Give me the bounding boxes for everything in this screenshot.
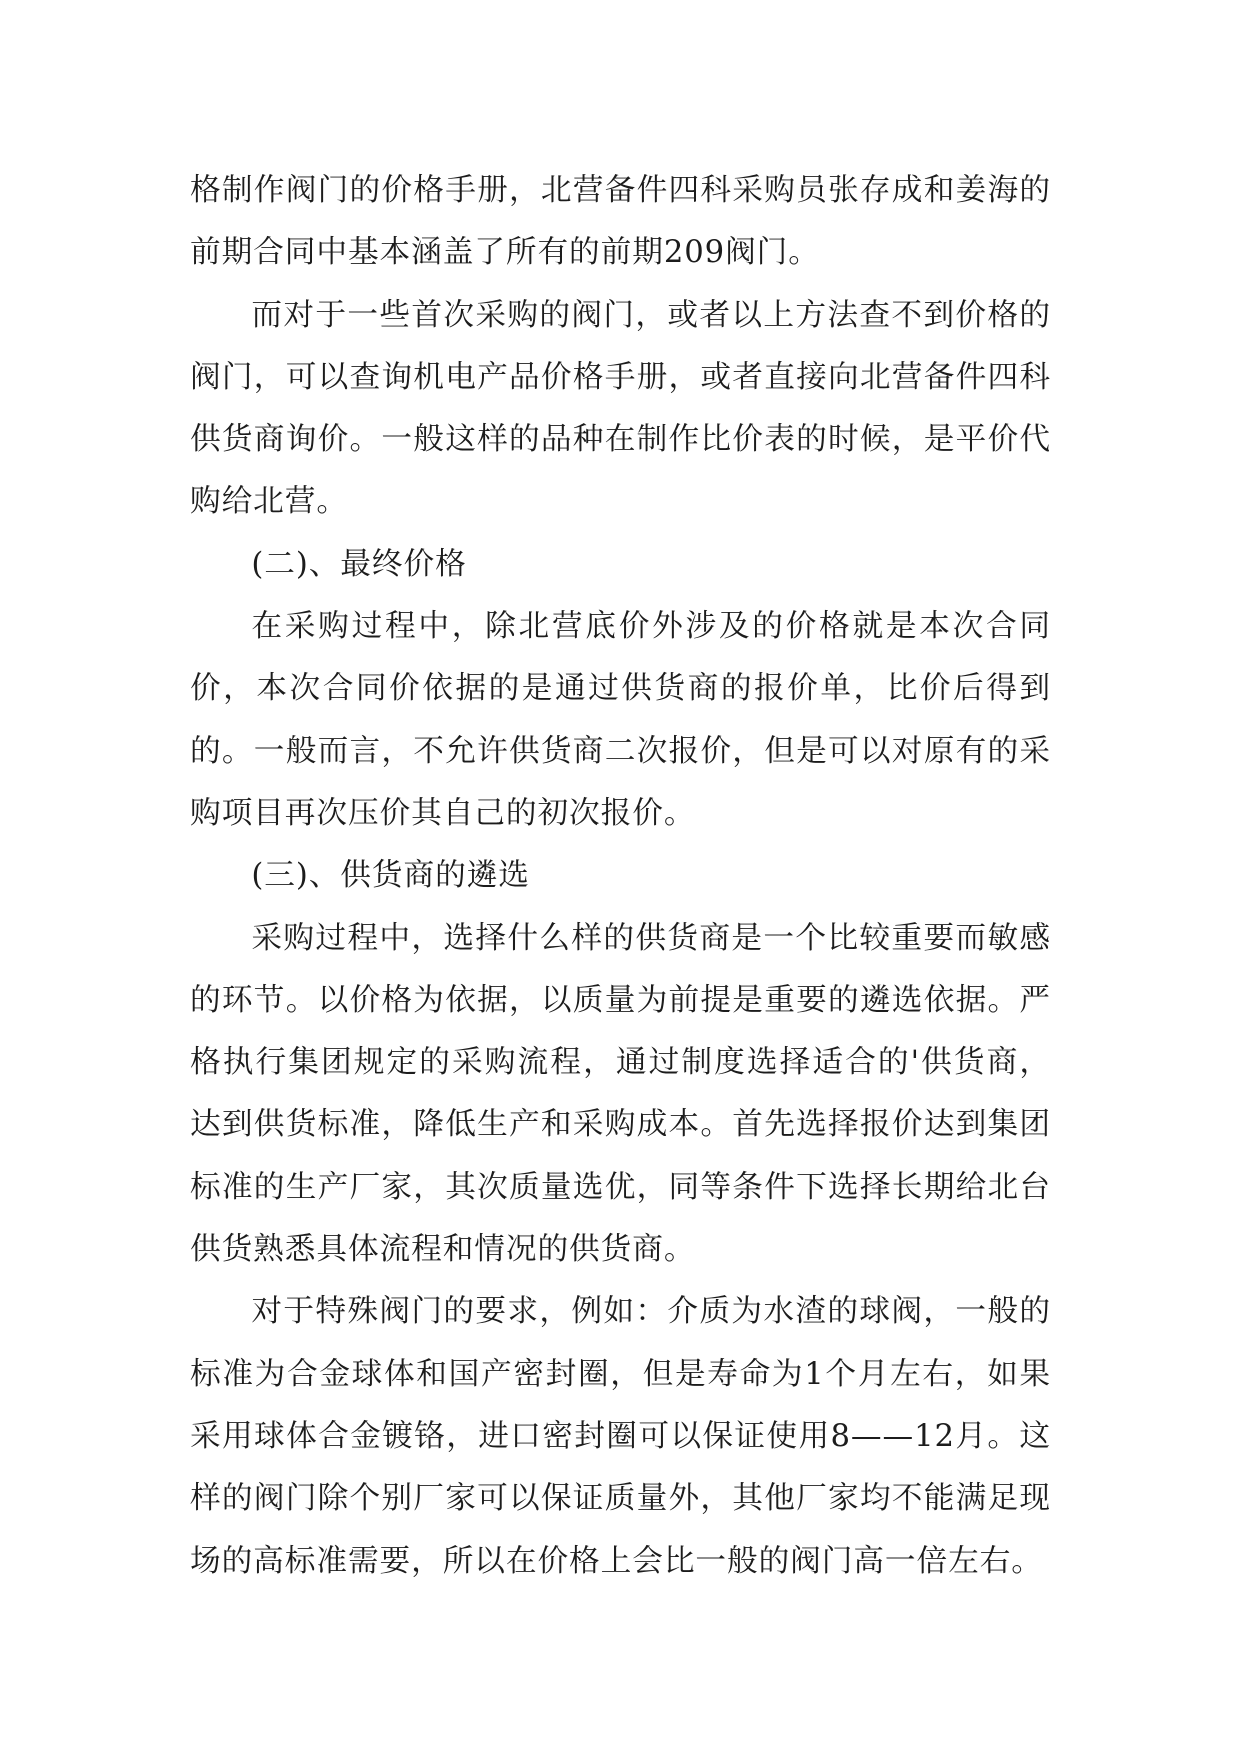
- section-heading-supplier-selection: (三)、供货商的遴选: [251, 858, 530, 894]
- document-body: [190, 160, 1051, 1593]
- section-heading-final-price: (二)、最终价格: [251, 546, 467, 582]
- paragraph-3: 在采购过程中，除北营底价外涉及的价格就是本次合同价，本次合同价依据的是通过供货商的报价单，比价后得到的。一般而言，不允许供货商二次报价，但是可以对原有的采购项目再次压价其自己的初次报价。: [190, 609, 1051, 831]
- paragraph-4: 采购过程中，选择什么样的供货商是一个比较重要而敏感的环节。以价格为依据，以质量为前提是重要的遴选依据。严格执行集团规定的采购流程，通过制度选择适合的'供货商，达到供货标准，降低生产和采购成本。首先选择报价达到集团标准的生产厂家，其次质量选优，同等条件下选择长期给北台供货熟悉具体流程和情况的供货商。: [190, 920, 1051, 1268]
- paragraph-5: 对于特殊阀门的要求，例如：介质为水渣的球阀，一般的标准为合金球体和国产密封圈，但是寿命为1个月左右，如果采用球体合金镀铬，进口密封圈可以保证使用8——12月。这样的阀门除个别厂家可以保证质量外，其他厂家均不能满足现场的高标准需要，所以在价格上会比一般的阀门高一倍左右。: [190, 1294, 1051, 1579]
- paragraph-2: 而对于一些首次采购的阀门，或者以上方法查不到价格的阀门，可以查询机电产品价格手册，或者直接向北营备件四科供货商询价。一般这样的品种在制作比价表的时候，是平价代购给北营。: [190, 297, 1051, 520]
- paragraph-1: 格制作阀门的价格手册，北营备件四科采购员张存成和姜海的前期合同中基本涵盖了所有的前期209阀门。: [190, 173, 1051, 271]
